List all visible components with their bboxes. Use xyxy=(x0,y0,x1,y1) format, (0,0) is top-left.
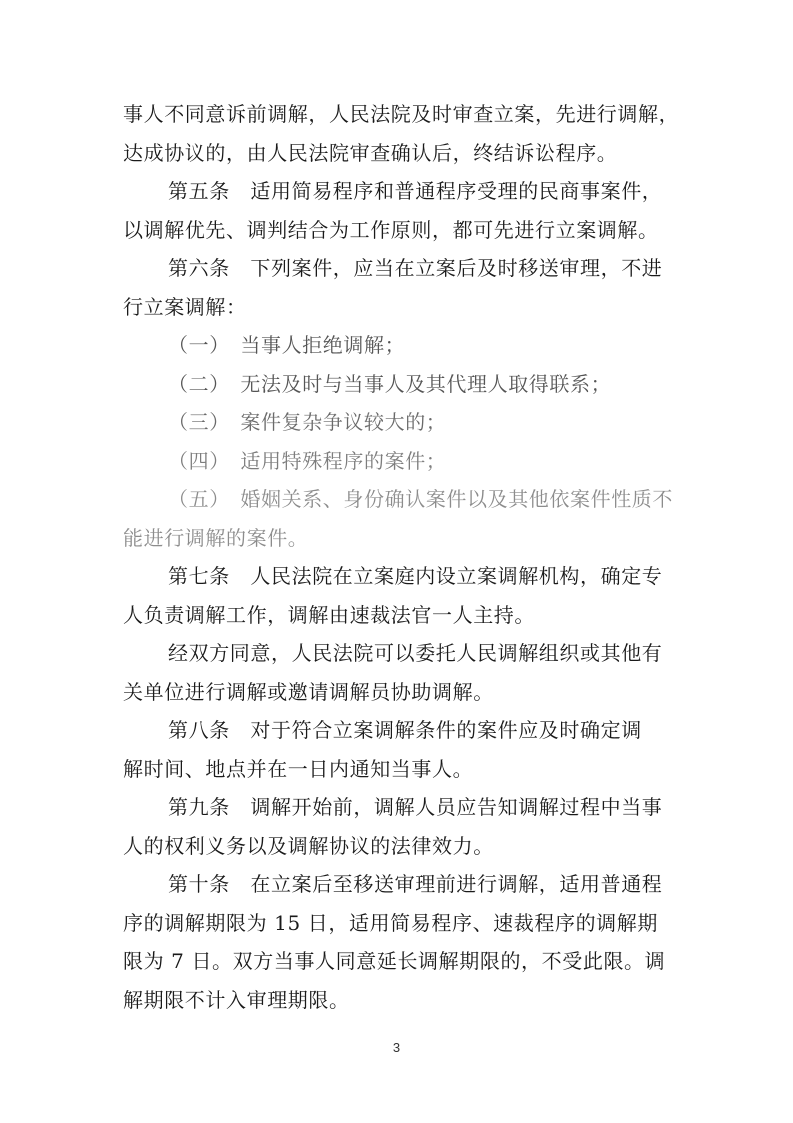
article-9-line-2: 人的权利义务以及调解协议的法律效力。 xyxy=(123,833,494,858)
article-7-line-1: 第七条 人民法院在立案庭内设立案调解机构，确定专 xyxy=(168,564,663,588)
article-5-line-1: 第五条 适用简易程序和普通程序受理的民商事案件， xyxy=(168,179,663,203)
text-line-1: 事人不同意诉前调解，人民法院及时审查立案，先进行调解， xyxy=(123,102,680,126)
article-9-line-1: 第九条 调解开始前，调解人员应告知调解过程中当事 xyxy=(168,795,663,819)
text-line-2: 达成协议的，由人民法院审查确认后，终结诉讼程序。 xyxy=(123,140,618,165)
list-item-4: （四） 适用特殊程序的案件； xyxy=(168,448,447,473)
list-item-5-line-2: 能进行调解的案件。 xyxy=(123,525,309,550)
article-10-line-1: 第十条 在立案后至移送审理前进行调解，适用普通程 xyxy=(168,872,663,896)
article-10-line-4: 解期限不计入审理期限。 xyxy=(123,987,350,1012)
list-item-2: （二） 无法及时与当事人及其代理人取得联系； xyxy=(168,371,612,396)
article-8-line-2: 解时间、地点并在一日内通知当事人。 xyxy=(123,756,474,781)
article-7-line-2: 人负责调解工作，调解由速裁法官一人主持。 xyxy=(123,602,535,627)
article-6-line-1: 第六条 下列案件，应当在立案后及时移送审理，不进 xyxy=(168,256,663,280)
article-10-line-3: 限为 7 日。双方当事人同意延长调解期限的，不受此限。调 xyxy=(123,949,666,973)
list-item-1: （一） 当事人拒绝调解； xyxy=(168,333,406,357)
article-6-line-2: 行立案调解： xyxy=(123,294,247,319)
article-5-line-2: 以调解优先、调判结合为工作原则，都可先进行立案调解。 xyxy=(123,217,659,242)
article-7-para-2-line-2: 关单位进行调解或邀请调解员协助调解。 xyxy=(123,679,494,704)
list-item-3: （三） 案件复杂争议较大的； xyxy=(168,410,447,434)
article-8-line-1: 第八条 对于符合立案调解条件的案件应及时确定调 xyxy=(168,718,642,742)
article-7-para-2-line-1: 经双方同意，人民法院可以委托人民调解组织或其他有 xyxy=(168,641,663,665)
page-number: 3 xyxy=(392,1040,401,1055)
article-10-line-2: 序的调解期限为 15 日，适用简易程序、速裁程序的调解期 xyxy=(123,910,658,935)
list-item-5-line-1: （五） 婚姻关系、身份确认案件以及其他依案件性质不 xyxy=(168,487,673,511)
